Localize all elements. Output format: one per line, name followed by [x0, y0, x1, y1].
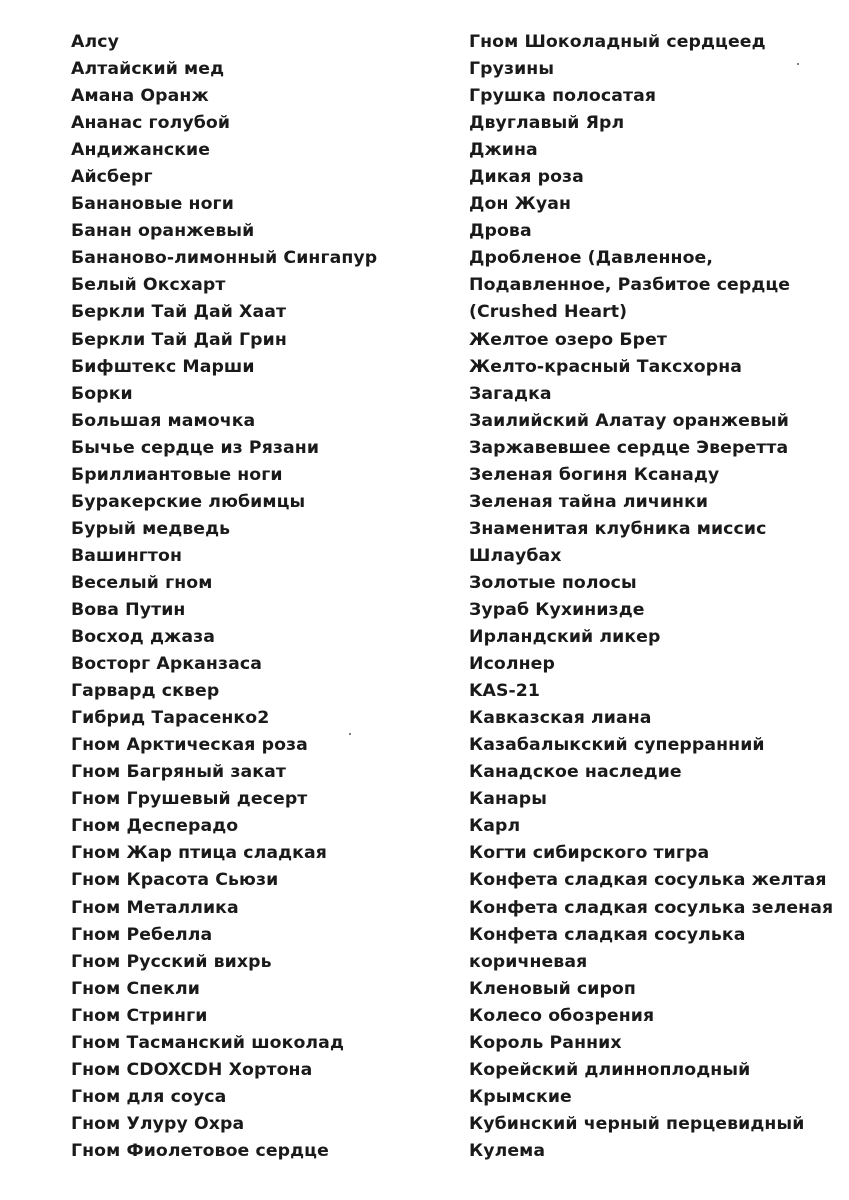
list-item: Гном Ребелла	[71, 924, 213, 945]
list-item: Вова Путин	[71, 599, 186, 620]
list-item: Конфета сладкая сосулька желтая	[469, 870, 827, 891]
list-item: Гном Улуру Охра	[71, 1113, 245, 1134]
list-item: Карл	[469, 816, 521, 837]
list-item: Зеленая богиня Ксанаду	[469, 464, 720, 485]
list-item: KAS-21	[469, 681, 541, 702]
list-item: Гном Стринги	[71, 1005, 208, 1026]
list-item: Банановые ноги	[71, 194, 234, 215]
list-item: Гном Металлика	[71, 897, 239, 918]
list-item: Гном Жар птица сладкая	[71, 843, 327, 864]
list-item: Кленовый сироп	[469, 978, 636, 999]
list-item: Бриллиантовые ноги	[71, 464, 283, 485]
list-item: Борки	[71, 383, 133, 404]
list-item: Желтое озеро Брет	[469, 329, 668, 350]
list-item: Желто-красный Таксхорна	[469, 356, 743, 377]
list-item: Грузины	[469, 59, 555, 80]
list-item: Дон Жуан	[469, 194, 572, 215]
list-item: Алсу	[71, 32, 119, 52]
list-item: Подавленное, Разбитое сердце	[469, 275, 791, 296]
list-item: Бурый медведь	[71, 518, 231, 539]
list-item: Заилийский Алатау оранжевый	[469, 410, 789, 431]
list-item: Гном Багряный закат	[71, 762, 286, 783]
list-item: Гном Десперадо	[71, 816, 239, 837]
list-item: Беркли Тай Дай Хаат	[71, 302, 287, 323]
list-item: (Crushed Heart)	[469, 302, 628, 323]
variety-list-left	[71, 29, 451, 1165]
list-item: Заржавевшее сердце Эверетта	[469, 437, 789, 458]
list-item: Ананас голубой	[71, 113, 231, 134]
list-item: Гном Шоколадный сердцеед	[469, 32, 766, 52]
list-item: Канадское наследие	[469, 762, 682, 783]
list-item: Гном Арктическая роза	[71, 735, 308, 756]
list-item: Большая мамочка	[71, 410, 256, 431]
list-item: Беркли Тай Дай Грин	[71, 329, 287, 350]
list-item: Вашингтон	[71, 545, 182, 566]
list-item: Гном Тасманский шоколад	[71, 1032, 344, 1053]
list-item: Веселый гном	[71, 572, 213, 593]
list-item: Бананово-лимонный Сингапур	[71, 248, 378, 269]
list-item: Золотые полосы	[469, 572, 637, 593]
list-item: Буракерские любимцы	[71, 491, 306, 512]
list-item: Бычье сердце из Рязани	[71, 437, 320, 458]
list-item: Бифштекс Марши	[71, 356, 255, 377]
list-item: Алтайский мед	[71, 59, 225, 80]
list-item: Гном Фиолетовое сердце	[71, 1140, 329, 1161]
list-item: Зураб Кухинизде	[469, 599, 645, 620]
list-item: Загадка	[469, 383, 552, 404]
scan-speck	[349, 733, 351, 735]
list-item: Гном для соуса	[71, 1086, 227, 1107]
list-item: Гном Русский вихрь	[71, 951, 272, 972]
list-item: Гном Грушевый десерт	[71, 789, 308, 810]
list-item: Айсберг	[71, 167, 153, 188]
list-item: Кулема	[469, 1140, 546, 1161]
list-item: Гибрид Тарасенко2	[71, 708, 270, 729]
list-item: Колесо обозрения	[469, 1005, 655, 1026]
list-item: Двуглавый Ярл	[469, 113, 625, 134]
list-item: Исолнер	[469, 654, 555, 675]
scan-speck	[797, 63, 799, 65]
list-item: Грушка полосатая	[469, 86, 657, 107]
list-item: Кубинский черный перцевидный	[469, 1113, 805, 1134]
variety-list-right	[469, 29, 839, 1165]
list-item: Гном Спекли	[71, 978, 200, 999]
list-item: Андижанские	[71, 140, 211, 161]
list-item: Амана Оранж	[71, 86, 209, 107]
list-item: Банан оранжевый	[71, 221, 255, 242]
list-item: Корейский длинноплодный	[469, 1059, 751, 1080]
list-item: Белый Оксхарт	[71, 275, 226, 296]
list-item: Знаменитая клубника миссис	[469, 518, 767, 539]
list-item: Когти сибирского тигра	[469, 843, 710, 864]
list-item: Гном Красота Сьюзи	[71, 870, 279, 891]
list-item: Король Ранних	[469, 1032, 622, 1053]
list-item: Крымские	[469, 1086, 572, 1107]
list-item: Конфета сладкая сосулька	[469, 924, 746, 945]
list-item: Конфета сладкая сосулька зеленая	[469, 897, 834, 918]
list-item: Гном CDOXCDH Хортона	[71, 1059, 313, 1080]
list-item: Дрова	[469, 221, 532, 242]
list-item: Кавказская лиана	[469, 708, 652, 729]
list-item: Дробленое (Давленное,	[469, 248, 714, 269]
list-item: Ирландский ликер	[469, 627, 661, 648]
list-item: Дикая роза	[469, 167, 584, 188]
list-item: Шлаубах	[469, 545, 562, 566]
list-item: Восторг Арканзаса	[71, 654, 262, 675]
list-item: Джина	[469, 140, 538, 161]
list-item: Канары	[469, 789, 547, 810]
list-item: коричневая	[469, 951, 588, 972]
list-item: Восход джаза	[71, 627, 215, 648]
list-item: Зеленая тайна личинки	[469, 491, 709, 512]
list-item: Казабалыкский суперранний	[469, 735, 765, 756]
list-item: Гарвард сквер	[71, 681, 220, 702]
